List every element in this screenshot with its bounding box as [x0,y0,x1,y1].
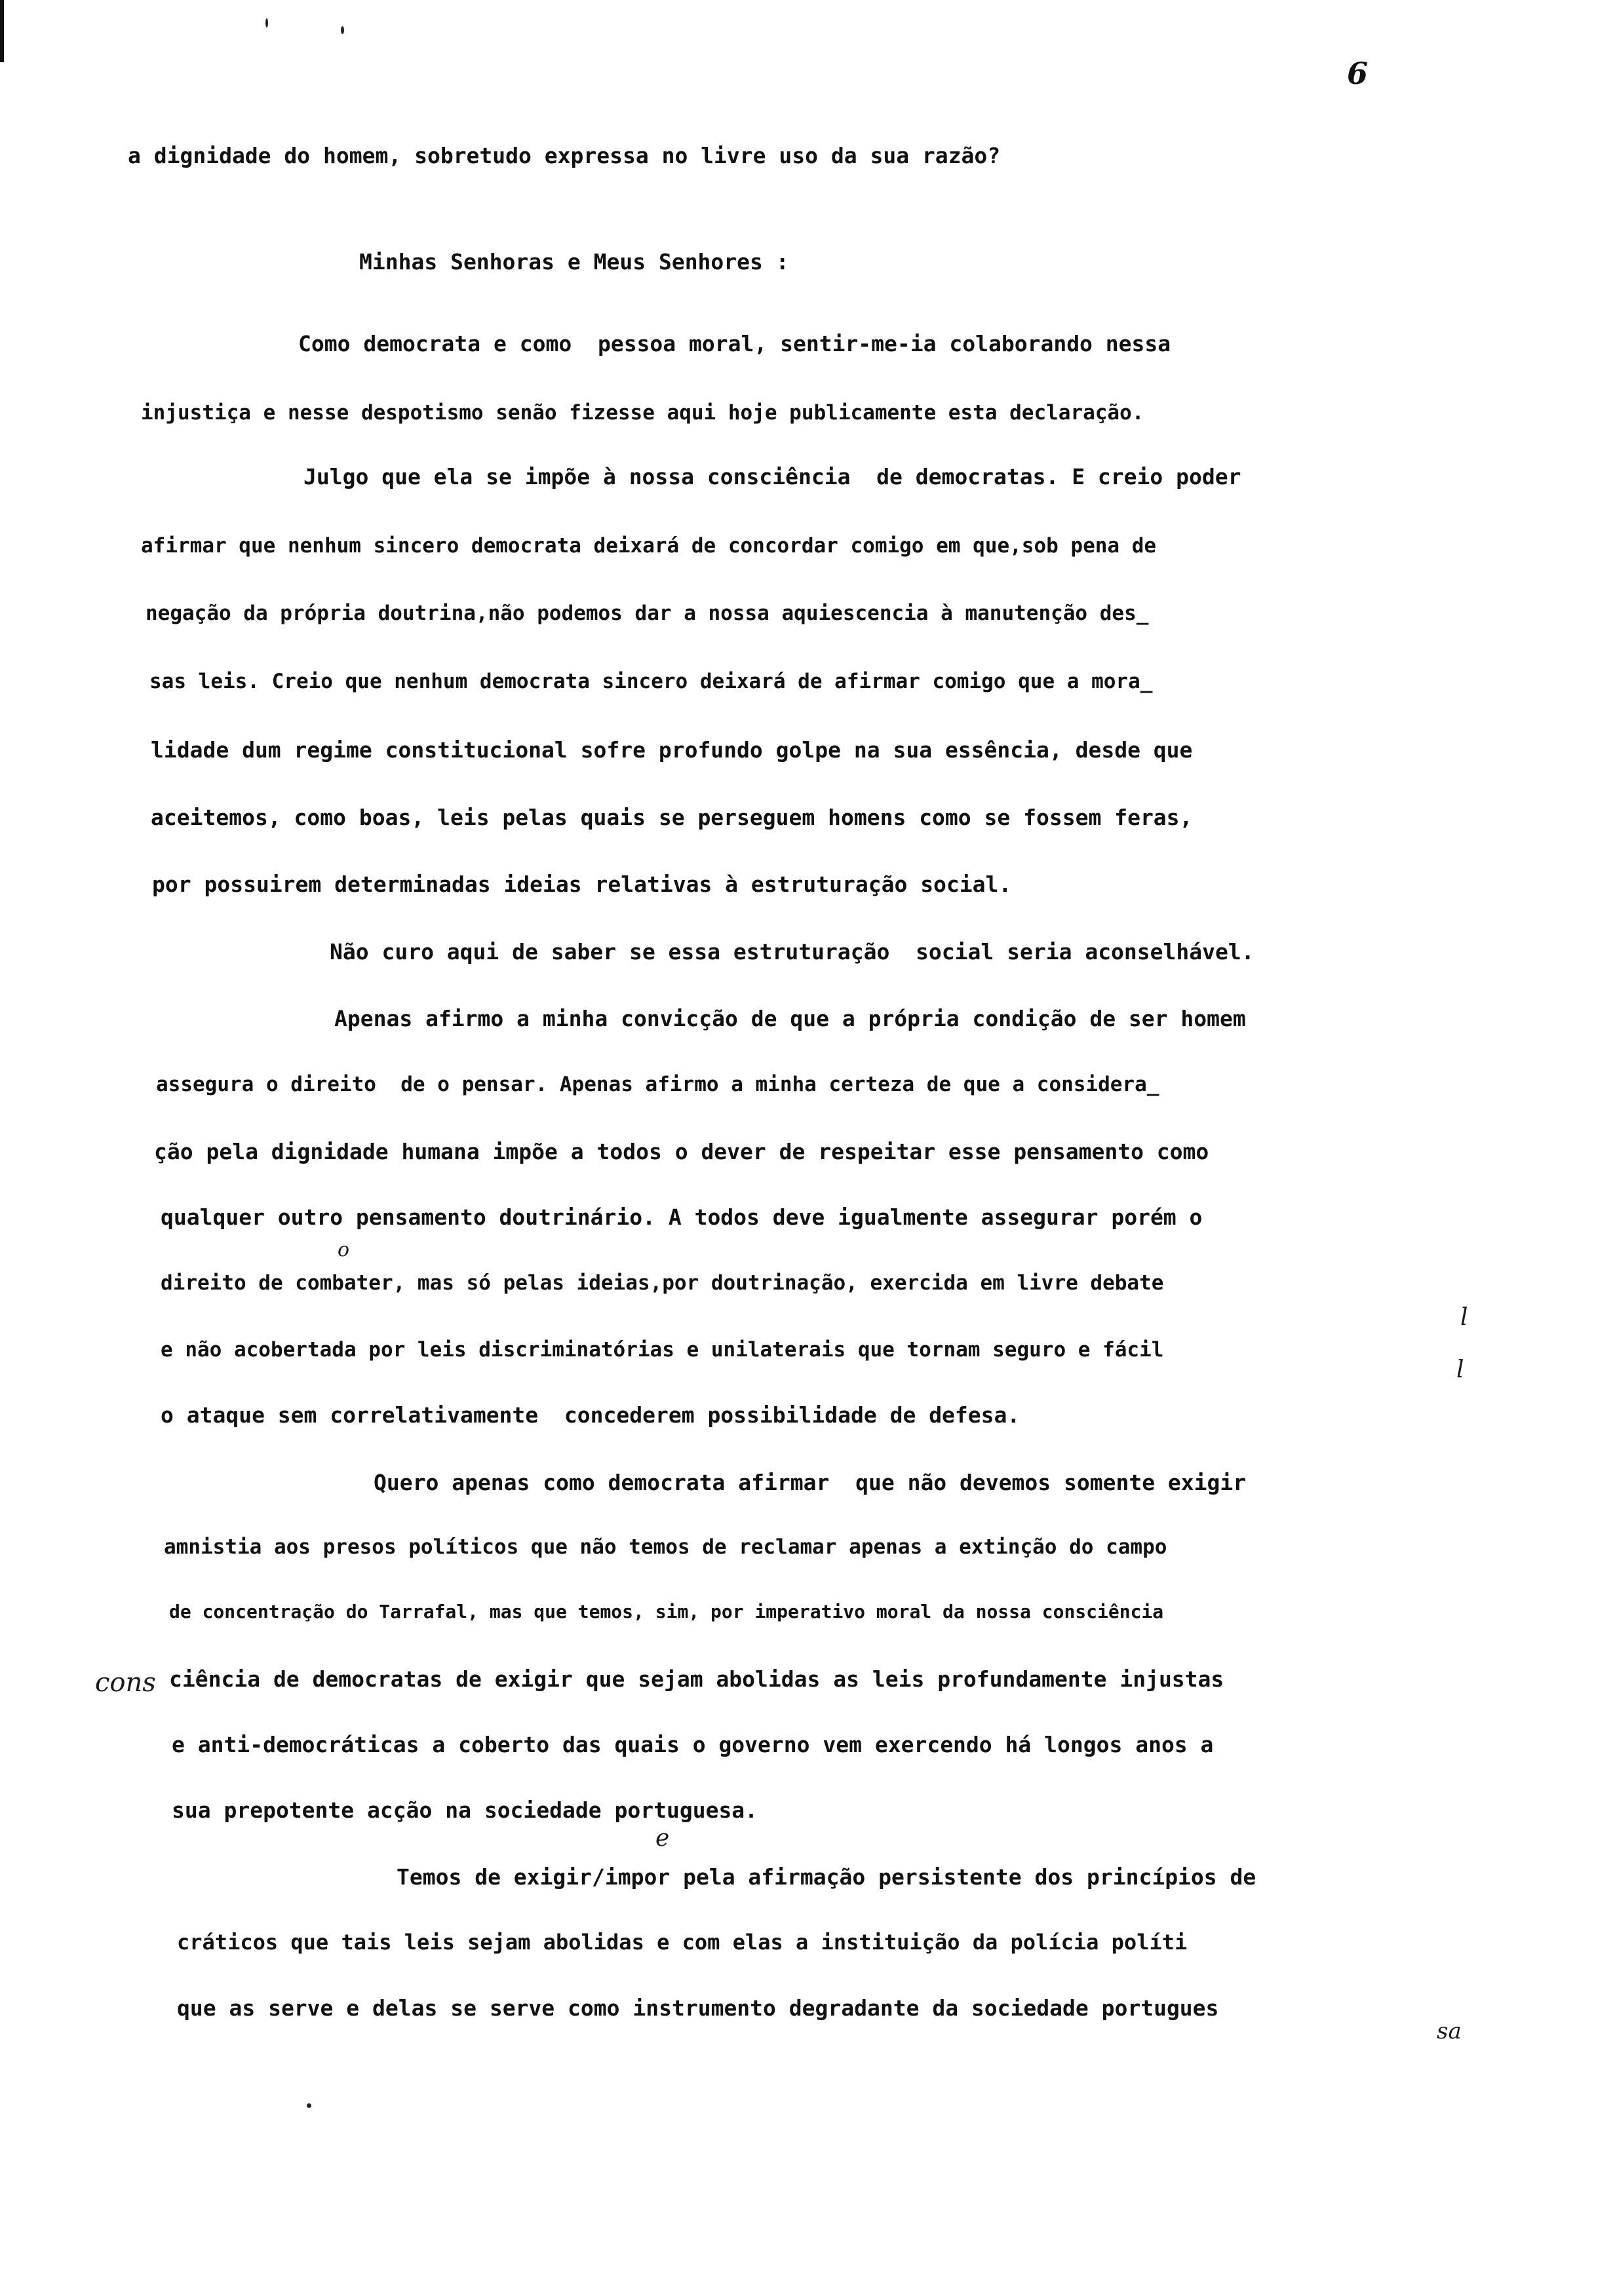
scan-speck [307,2103,311,2108]
correction-e: e [655,1825,670,1852]
text-line-8: sas leis. Creio que nenhum democrata sincero deixará de afirmar comigo que a mora_ [149,670,1153,693]
text-line-23: ciência de democratas de exigir que sejam abolidas as leis profundamente injustas [169,1666,1224,1692]
text-line-9: lidade dum regime constitucional sofre profundo golpe na sua essência, desde que [151,737,1193,763]
text-line-19: o ataque sem correlativamente concederem possibilidade de defesa. [161,1402,1021,1428]
text-line-14: assegura o direito de o pensar. Apenas afirmo a minha certeza de que a considera_ [156,1073,1159,1096]
text-line-13: Apenas afirmo a minha convicção de que a própria condição de ser homem [334,1006,1246,1031]
correction-sa: sa [1437,2018,1462,2044]
scan-speck [265,18,268,28]
text-line-16: qualquer outro pensamento doutrinário. A todos deve igualmente assegurar porém o [161,1204,1203,1230]
correction-o: o [338,1238,350,1261]
text-line-21: amnistia aos presos políticos que não temos de reclamar apenas a extinção do campo [164,1535,1167,1559]
text-line-28: que as serve e delas se serve como instrumento degradante da sociedade portugues [177,1995,1219,2021]
correction-l-1: l [1460,1304,1468,1331]
text-line-26: Temos de exigir/impor pela afirmação persistente dos princípios de [397,1864,1256,1890]
text-line-15: ção pela dignidade humana impõe a todos o dever de respeitar esse pensamento como [154,1139,1209,1164]
text-line-17: direito de combater, mas só pelas ideias,por doutrinação, exercida em livre debate [161,1271,1164,1295]
text-line-7: negação da própria doutrina,não podemos dar a nossa aquiescencia à manutenção des_ [146,602,1149,625]
text-line-27: cráticos que tais leis sejam abolidas e com elas a instituição da polícia políti [177,1930,1188,1955]
text-line-4: injustiça e nesse despotismo senão fizesse aqui hoje publicamente esta declaração. [141,401,1144,425]
text-line-12: Não curo aqui de saber se essa estruturação social seria aconselhável. [330,939,1255,965]
text-line-5: Julgo que ela se impõe à nossa consciência de democratas. E creio poder [303,464,1241,489]
text-line-1: a dignidade do homem, sobretudo expressa no livre uso da sua razão? [128,143,1001,168]
text-line-10: aceitemos, como boas, leis pelas quais se perseguem homens como se fossem feras, [151,805,1193,830]
page-number: 6 [1347,56,1369,91]
correction-l-2: l [1456,1356,1464,1383]
margin-note-cons: cons [95,1668,156,1698]
text-line-20: Quero apenas como democrata afirmar que não devemos somente exigir [374,1470,1247,1495]
text-line-18: e não acobertada por leis discriminatórias e unilaterais que tornam seguro e fácil [161,1338,1164,1362]
text-line-11: por possuirem determinadas ideias relativas à estruturação social. [152,871,1012,897]
text-line-24: e anti-democráticas a coberto das quais o governo vem exercendo há longos anos a [172,1732,1214,1757]
scan-edge-mark [0,0,4,62]
text-line-3: Como democrata e como pessoa moral, sentir-me-ia colaborando nessa [298,331,1171,356]
scan-speck [341,26,344,34]
text-line-2: Minhas Senhoras e Meus Senhores : [359,249,789,275]
text-line-6: afirmar que nenhum sincero democrata deixará de concordar comigo em que,sob pena de [141,534,1157,558]
text-line-22: de concentração do Tarrafal, mas que temos, sim, por imperativo moral da nossa consciência [169,1601,1164,1622]
text-line-25: sua prepotente acção na sociedade portuguesa. [172,1797,758,1823]
